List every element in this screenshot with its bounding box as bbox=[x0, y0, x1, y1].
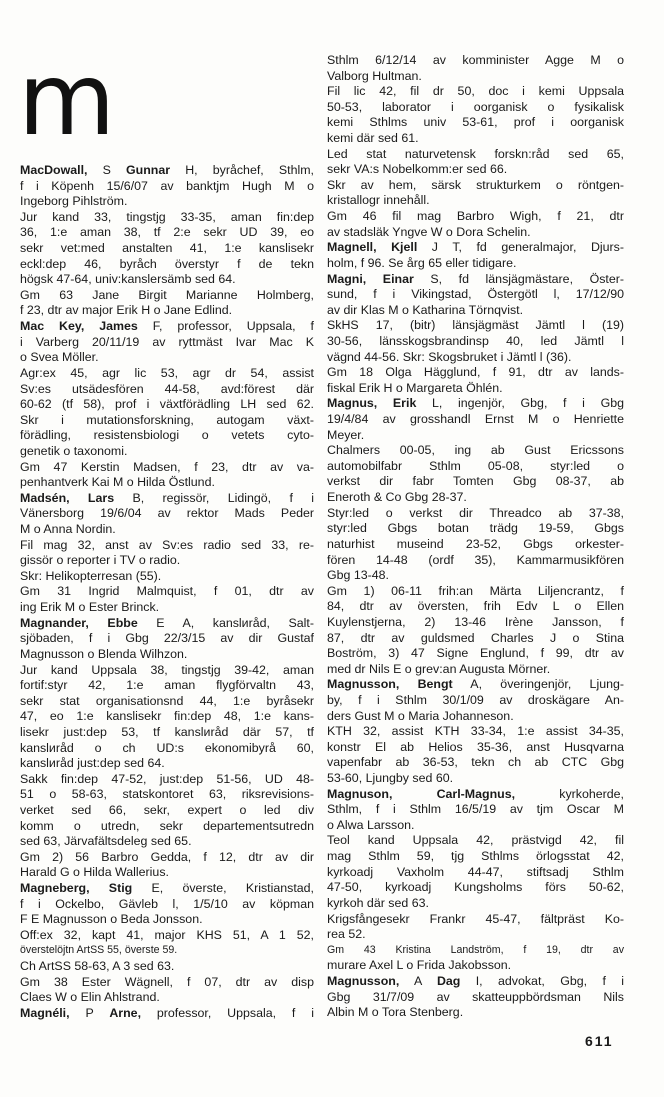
left-column-line: 51 o 58-63, statskontoret 63, riksrevisions- bbox=[20, 787, 314, 802]
right-column-line: verkst dir fabr Tomten Gbg 08-37, ab bbox=[327, 474, 624, 489]
left-column-line: kanslиråd just:dep sed 64. bbox=[20, 756, 165, 771]
left-column-line: Claes W o Elin Ahlstrand. bbox=[20, 990, 160, 1005]
right-column-line: fören 14-48 (ordf 35), Kammarmusikfören bbox=[327, 552, 624, 567]
right-column-line: kemi Sthlms univ 53-61, prof i oorganisk bbox=[327, 115, 624, 130]
right-column-line: Boström, 3) 47 Signe Englund, f 99, dtr av bbox=[327, 646, 624, 661]
left-column-line: i Varberg 20/11/19 av ryttmäst Ivar Mac K bbox=[20, 334, 314, 349]
right-column-line: sekr VA:s Nobelkomm:er sed 66. bbox=[327, 162, 508, 177]
right-column-line: Teol kand Uppsala 42, prästvigd 42, fil bbox=[327, 833, 624, 848]
left-column-line: 60-62 (tf 58), prof i växtförädling LH sed 62. bbox=[20, 397, 314, 412]
right-column-line: av dir Klas M o Katharina Törnqvist. bbox=[327, 302, 524, 317]
right-column-line: Valborg Hultman. bbox=[327, 68, 422, 83]
right-column-line: Gm 1) 06-11 frih:an Märta Liljencrantz, f bbox=[327, 583, 624, 598]
left-column-line: sekr stat organisationsnd 44, 1:e byråsekr bbox=[20, 693, 314, 708]
right-column-line: Sthlm 6/12/14 av komminister Agge M o bbox=[327, 53, 624, 67]
left-column-line: förädling, resistensbiologi o vetets cyto- bbox=[20, 428, 314, 443]
right-column-line: Gm 18 Olga Hägglund, f 91, dtr av lands- bbox=[327, 365, 624, 380]
right-column-line: naturhist museind 23-52, Gbgs orkester- bbox=[327, 536, 624, 551]
right-column-line: Magnusson, Bengt A, överingenjör, Ljung- bbox=[327, 677, 624, 692]
right-column-line: by, f i Sthlm 30/1/09 av droskägare An- bbox=[327, 692, 624, 707]
left-column-line: Magnander, Ebbe E A, kanslиråd, Salt- bbox=[20, 615, 315, 630]
right-column-line: Skr av hem, särsk strukturkem o röntgen- bbox=[327, 177, 624, 192]
right-column-line: 53-60, Ljungby sed 60. bbox=[327, 771, 454, 786]
right-column-line: Gm 43 Kristina Landström, f 19, dtr av bbox=[327, 943, 624, 956]
left-column-line: Magneberg, Stig E, överste, Kristianstad, bbox=[20, 881, 314, 896]
left-column-line: f i Ockelbo, Gävleb l, 1/5/10 av köpman bbox=[20, 896, 314, 911]
right-column-line: med dr Nils E o grev:an Augusta Mörner. bbox=[327, 661, 551, 676]
left-column-line: verket sed 66, sekr, expert o led div bbox=[20, 802, 314, 817]
left-column-line: kanslиråd o ch UD:s ekonomibyrå 60, bbox=[20, 740, 314, 755]
left-column-line: gissör o reporter i TV o radio. bbox=[20, 553, 181, 568]
left-column-line: Skr: Helikopterresan (55). bbox=[20, 568, 162, 583]
right-column-line: Sthlm, f i Sthlm 16/5/19 av tjm Oscar M bbox=[327, 802, 624, 817]
left-column-line: Gm 63 Jane Birgit Marianne Holmberg, bbox=[20, 287, 314, 302]
left-column-line: sed 63, Järvafältsdeleg sed 65. bbox=[20, 834, 192, 849]
left-column-line: Harald G o Hilda Wallerius. bbox=[20, 865, 169, 880]
left-column-line: Skr i mutationsforskning, autogam växt- bbox=[20, 412, 314, 427]
left-column-line: Off:ex 32, kapt 41, major KHS 51, A 1 52, bbox=[20, 927, 314, 942]
left-column-line: sekr vet:med anstalten 41, 1:e kanslisekr bbox=[20, 241, 314, 256]
right-column-line: murare Axel L o Frida Jakobsson. bbox=[327, 958, 512, 973]
right-column-line: av stadsläk Yngve W o Dora Schelin. bbox=[327, 224, 531, 239]
left-column-line: Ch ArtSS 58-63, A 3 sed 63. bbox=[20, 959, 175, 974]
right-column-line: Meyer. bbox=[327, 427, 365, 442]
right-column-line: konstr El ab Helios 35-36, anst Husqvarna bbox=[327, 739, 624, 754]
left-column-line: komm o utredn, sekr departementsutredn bbox=[20, 818, 314, 833]
right-column-line: vägnd 44-56. Skr: Skogsbruket i Jämtl l (36). bbox=[327, 349, 572, 364]
right-column-line: 19/4/84 av grosshandl Ernst M o Henriette bbox=[327, 412, 624, 427]
left-column-line: M o Anna Nordin. bbox=[20, 522, 116, 537]
right-column-line: Gbg 13-48. bbox=[327, 568, 389, 583]
right-column-line: kyrkoadj Vaxholm 44-47, stiftsadj Sthlm bbox=[327, 864, 624, 879]
left-column-line: Fil mag 32, anst av Sv:es radio sed 33, re- bbox=[20, 537, 314, 552]
left-column-line: genetik o taxonomi. bbox=[20, 443, 128, 458]
right-column-line: kyrkoh där sed 63. bbox=[327, 895, 429, 910]
left-column-line: F E Magnusson o Beda Jonsson. bbox=[20, 912, 203, 927]
left-column-line: Ingeborg Pihlström. bbox=[20, 194, 128, 209]
right-column-line: fiskal Erik H o Margareta Öhlén. bbox=[327, 380, 503, 395]
left-column-line: Vänersborg 19/6/04 av rektor Mads Peder bbox=[20, 506, 314, 521]
left-column-line: Sv:es utsädesfören 44-58, avd:förest där bbox=[20, 381, 314, 396]
right-column-line: 87, dtr av guldsmed Charles J o Stina bbox=[327, 630, 624, 645]
left-column-line: Magnusson o Blenda Wilhzon. bbox=[20, 646, 188, 661]
right-column-line: 30-56, länsskogsbrandinsp 40, led Jämtl l bbox=[327, 333, 624, 348]
right-column bbox=[327, 53, 624, 1021]
page-number: 611 bbox=[585, 1033, 614, 1049]
left-column-line: 47, eo 1:e kanslisekr fin:dep 48, 1:e kans- bbox=[20, 709, 314, 724]
left-column-line: o Svea Möller. bbox=[20, 350, 99, 365]
right-column-line: Magni, Einar S, fd länsjägmästare, Öster- bbox=[327, 271, 624, 286]
left-column-line: eckl:dep 46, byråch överstyr f de tekn bbox=[20, 256, 314, 271]
right-column-line: ders Gust M o Maria Johanneson. bbox=[327, 708, 514, 723]
left-column-line: Jur kand Uppsala 38, tingstjg 39-42, aman bbox=[20, 662, 314, 677]
left-column-line: Sakk fin:dep 47-52, just:dep 51-56, UD 48- bbox=[20, 771, 314, 786]
right-column-line: Styr:led o verkst dir Threadco ab 37-38, bbox=[327, 505, 624, 520]
right-column-line: Magnell, Kjell J T, fd generalmajor, Djurs- bbox=[327, 240, 624, 255]
left-column-line: Gm 2) 56 Barbro Gedda, f 12, dtr av dir bbox=[20, 849, 314, 864]
right-column-line: Krigsfångesekr Frankr 45-47, fältpräst Ko- bbox=[327, 911, 624, 926]
right-column-line: Led stat naturvetensk forskn:råd sed 65, bbox=[327, 146, 624, 161]
section-letter: m bbox=[18, 41, 114, 158]
right-column-line: holm, f 96. Se årg 65 eller tidigare. bbox=[327, 255, 517, 270]
left-column-line: Gm 31 Ingrid Malmquist, f 01, dtr av bbox=[20, 584, 314, 599]
right-column-line: Chalmers 00-05, ing ab Gust Ericssons bbox=[327, 443, 624, 458]
left-column-line: fortif:styr 42, 1:e aman flygförvaltn 43, bbox=[20, 678, 314, 693]
right-column-line: Albin M o Tora Stenberg. bbox=[327, 1005, 464, 1020]
right-column-line: mag Sthlm 59, tjg Sthlms örlogsstat 42, bbox=[327, 849, 624, 864]
left-column-line: Gm 38 Ester Wägnell, f 07, dtr av disp bbox=[20, 974, 314, 989]
right-column-line: automobilfabr Sthlm 05-08, styr:led o bbox=[327, 458, 624, 473]
right-column-line: kemi där sed 61. bbox=[327, 131, 419, 146]
left-column-line: penhantverk Kai M o Hilda Östlund. bbox=[20, 475, 215, 490]
right-column-line: Eneroth & Co Gbg 28-37. bbox=[327, 490, 467, 505]
right-column-line: kristallogr innehåll. bbox=[327, 193, 430, 208]
right-column-line: Magnuson, Carl-Magnus, kyrkoherde, bbox=[327, 786, 624, 801]
left-column-line: sjöbaden, f i Gbg 22/3/15 av dir Gustaf bbox=[20, 631, 314, 646]
right-column-line: Gbg 31/7/09 av skatteuppbördsman Nils bbox=[327, 989, 624, 1004]
left-column-line: Madsén, Lars B, regissör, Lidingö, f i bbox=[20, 490, 314, 505]
left-column-line: f i Köpenh 15/6/07 av banktjm Hugh M o bbox=[20, 178, 314, 193]
right-column-line: Kuylenstjerna, 2) 13-46 Irène Jansson, f bbox=[327, 614, 624, 629]
left-column bbox=[20, 163, 314, 1022]
right-column-line: SkHS 17, (bitr) länsjägmäst Jämtl l (19) bbox=[327, 318, 624, 333]
left-column-line: ing Erik M o Ester Brinck. bbox=[20, 600, 160, 615]
right-column-line: vapenfabr ab 36-53, tekn ch ab CTC Gbg bbox=[327, 755, 624, 770]
left-column-line: Jur kand 33, tingstjg 33-35, aman fin:dep bbox=[20, 209, 314, 224]
left-column-line: f 23, dtr av major Erik H o Jane Edlind. bbox=[20, 303, 233, 318]
right-column-line: 50-53, laborator i oorganisk o fysikalisk bbox=[327, 99, 624, 114]
right-column-line: styr:led Gbgs botan trädg 19-59, Gbgs bbox=[327, 521, 624, 536]
left-column-line: lisekr just:dep 53, tf kanslиråd där 57, tf bbox=[20, 724, 314, 739]
left-column-line: MacDowall, S Gunnar H, byråchef, Sthlm, bbox=[20, 163, 314, 177]
left-column-line: överstelöjtn ArtSS 55, överste 59. bbox=[20, 944, 178, 957]
right-column-line: 84, dtr av översten, frih Edv L o Ellen bbox=[327, 599, 624, 614]
right-column-line: 47-50, kyrkoadj Kungsholms förs 50-62, bbox=[327, 880, 624, 895]
left-column-line: Gm 47 Kerstin Madsen, f 23, dtr av va- bbox=[20, 459, 314, 474]
right-column-line: Magnus, Erik L, ingenjör, Gbg, f i Gbg bbox=[327, 396, 624, 411]
right-column-line: Magnusson, A Dag I, advokat, Gbg, f i bbox=[327, 973, 625, 988]
right-column-line: sund, f i Vikingstad, Östergötl l, 17/12/90 bbox=[327, 287, 624, 302]
right-column-line: Gm 46 fil mag Barbro Wigh, f 21, dtr bbox=[327, 209, 624, 224]
left-column-line: högsk 47-64, univ:kanslersämb sed 64. bbox=[20, 272, 236, 287]
left-column-line: Magnéli, P Arne, professor, Uppsala, f i bbox=[20, 1005, 314, 1020]
left-column-line: Agr:ex 45, agr lic 53, agr dr 54, assist bbox=[20, 365, 314, 380]
right-column-line: o Alwa Larsson. bbox=[327, 817, 415, 832]
right-column-line: rea 52. bbox=[327, 927, 366, 942]
left-column-line: 36, 1:e aman 38, tf 2:e sekr UD 39, eo bbox=[20, 225, 314, 240]
right-column-line: Fil lic 42, fil dr 50, doc i kemi Uppsala bbox=[327, 84, 624, 99]
left-column-line: Mac Key, James F, professor, Uppsala, f bbox=[20, 319, 314, 334]
right-column-line: KTH 32, assist KTH 33-34, 1:e assist 34-35, bbox=[327, 724, 624, 739]
